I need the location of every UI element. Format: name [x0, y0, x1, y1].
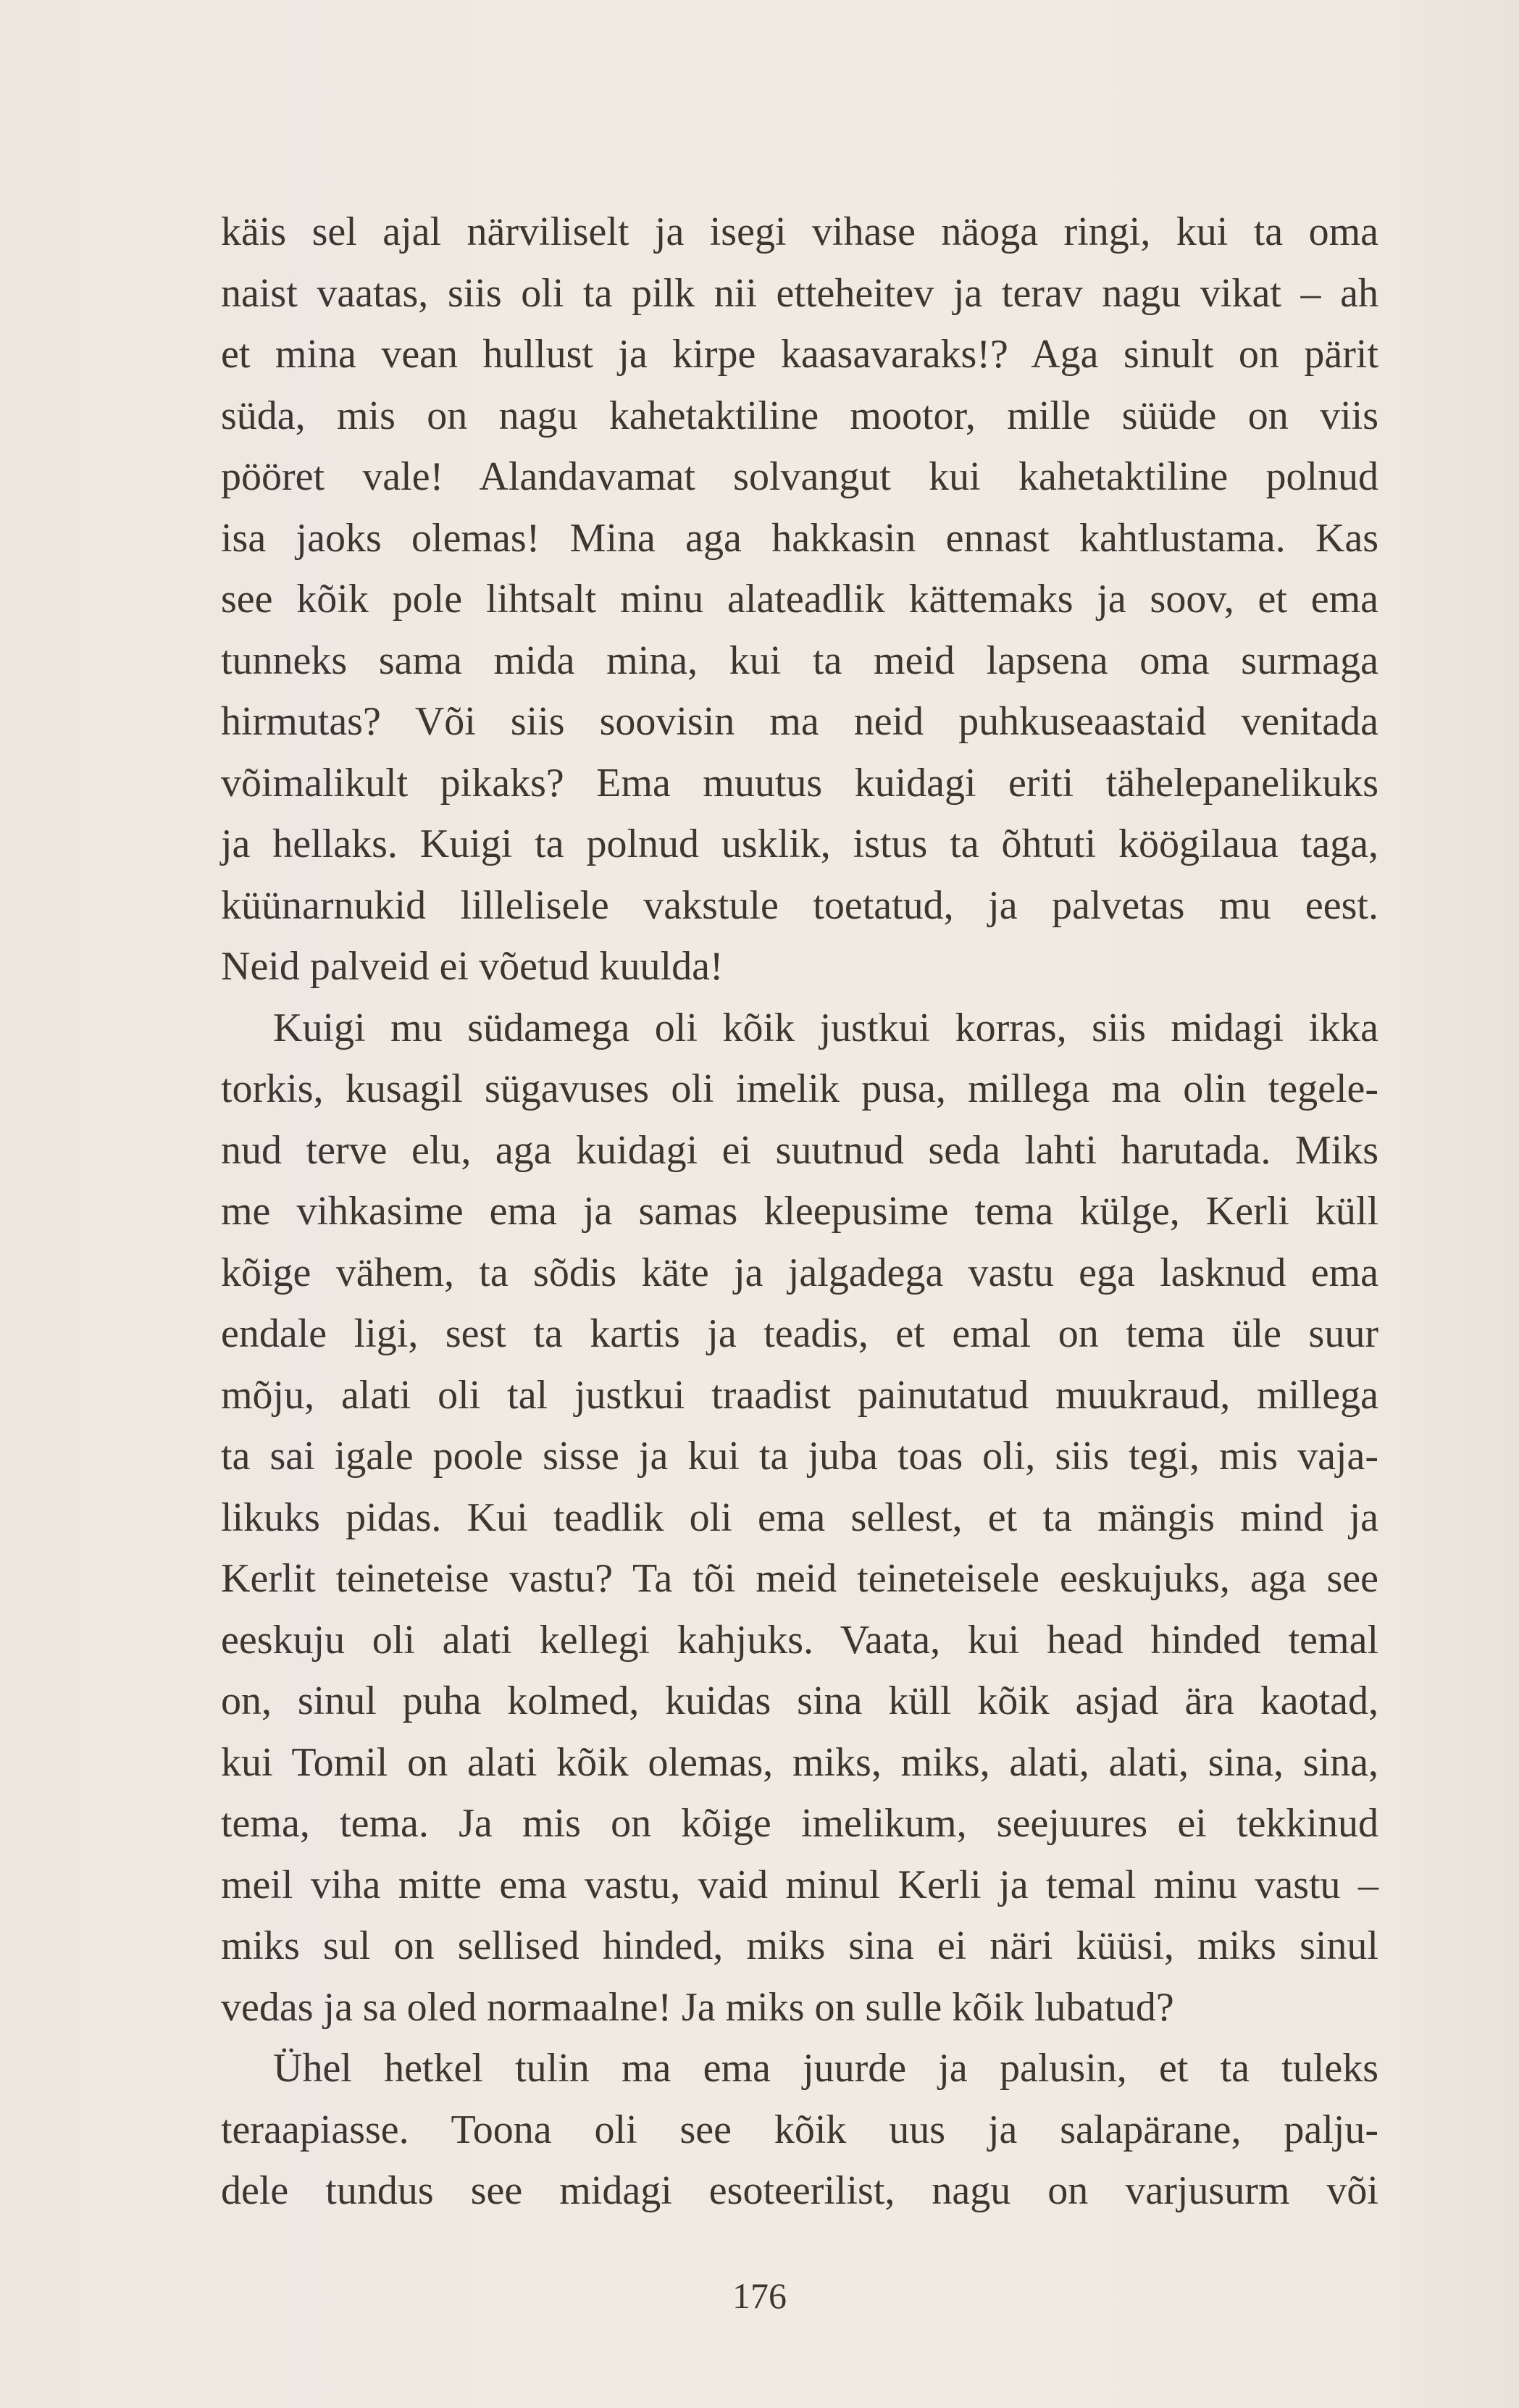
text-line: et mina vean hullust ja kirpe kaasavaraks!? Aga sinult on pärit — [221, 332, 1378, 377]
text-line: Ühel hetkel tulin ma ema juurde ja palusin, et ta tuleks — [273, 2046, 1378, 2091]
text-line: likuks pidas. Kui teadlik oli ema sellest, et ta mängis mind ja — [221, 1494, 1378, 1540]
text-line: Kuigi mu südamega oli kõik justkui korras, siis midagi ikka — [273, 1005, 1378, 1050]
text-line: eeskuju oli alati kellegi kahjuks. Vaata, kui head hinded temal — [221, 1617, 1378, 1663]
text-line: isa jaoks olemas! Mina aga hakkasin ennast kahtlustama. Kas — [221, 515, 1378, 561]
text-line: kui Tomil on alati kõik olemas, miks, miks, alati, alati, sina, sina, — [221, 1739, 1378, 1785]
text-line: mõju, alati oli tal justkui traadist painutatud muukraud, millega — [221, 1372, 1378, 1418]
text-line: endale ligi, sest ta kartis ja teadis, et emal on tema üle suur — [221, 1311, 1378, 1356]
text-line: torkis, kusagil sügavuses oli imelik pusa, millega ma olin tegele- — [221, 1066, 1378, 1111]
text-line: dele tundus see midagi esoteerilist, nagu on varjusurm või — [221, 2168, 1378, 2213]
paragraph — [221, 2038, 1380, 2222]
text-line: vedas ja sa oled normaalne! Ja miks on sulle kõik lubatud? — [221, 1984, 1174, 2030]
text-line: on, sinul puha kolmed, kuidas sina küll kõik asjad ära kaotad, — [221, 1679, 1378, 1723]
text-line: tema, tema. Ja mis on kõige imelikum, seejuures ei tekkinud — [221, 1801, 1378, 1846]
text-line: süda, mis on nagu kahetaktiline mootor, mille süüde on viis — [221, 393, 1378, 438]
text-line: käis sel ajal närviliselt ja isegi vihase näoga ringi, kui ta oma — [221, 209, 1378, 254]
page-number: 176 — [732, 2275, 787, 2316]
text-line: pööret vale! Alandavamat solvangut kui kahetaktiline polnud — [221, 454, 1378, 499]
text-line: hirmutas? Või siis soovisin ma neid puhkuseaastaid venitada — [221, 699, 1378, 744]
text-line: võimalikult pikaks? Ema muutus kuidagi eriti tähelepanelikuks — [221, 760, 1378, 806]
paragraph — [221, 201, 1380, 998]
text-line: teraapiasse. Toona oli see kõik uus ja salapärane, palju- — [221, 2107, 1378, 2152]
paragraph — [221, 998, 1380, 2039]
text-line: küünarnukid lillelisele vakstule toetatud, ja palvetas mu eest. — [221, 882, 1378, 928]
text-line: kõige vähem, ta sõdis käte ja jalgadega vastu ega lasknud ema — [221, 1250, 1378, 1295]
text-line: me vihkasime ema ja samas kleepusime tema külge, Kerli küll — [221, 1189, 1378, 1234]
text-line: ta sai igale poole sisse ja kui ta juba toas oli, siis tegi, mis vaja- — [221, 1434, 1378, 1479]
text-line: meil viha mitte ema vastu, vaid minul Kerli ja temal minu vastu – — [221, 1862, 1378, 1907]
text-line: ja hellaks. Kuigi ta polnud usklik, istus ta õhtuti köögilaua taga, — [221, 822, 1378, 866]
text-line: nud terve elu, aga kuidagi ei suutnud seda lahti harutada. Miks — [221, 1127, 1378, 1173]
text-line: tunneks sama mida mina, kui ta meid lapsena oma surmaga — [221, 637, 1378, 683]
body-text — [221, 201, 1380, 2222]
text-line: see kõik pole lihtsalt minu alateadlik kättemaks ja soov, et ema — [221, 577, 1378, 622]
text-line: Kerlit teineteise vastu? Ta tõi meid teineteisele eeskujuks, aga see — [221, 1556, 1378, 1601]
text-line: naist vaatas, siis oli ta pilk nii etteheitev ja terav nagu vikat – ah — [221, 270, 1378, 316]
text-line: miks sul on sellised hinded, miks sina ei näri küüsi, miks sinul — [221, 1923, 1378, 1968]
text-line: Neid palveid ei võetud kuulda! — [221, 944, 724, 989]
